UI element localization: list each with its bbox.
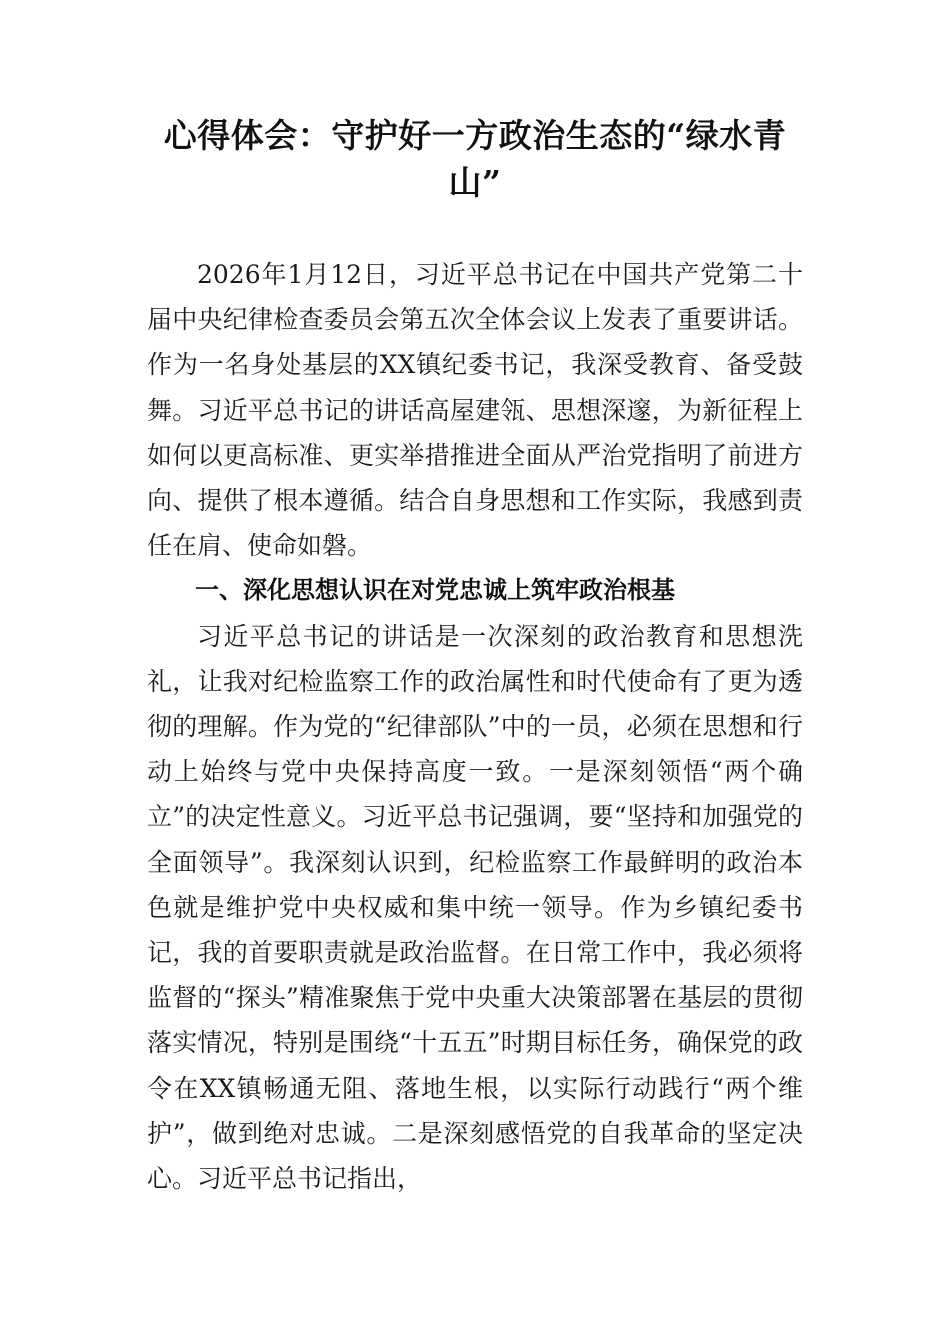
page-title: 心得体会：守护好一方政治生态的“绿水青山”: [163, 116, 787, 202]
section-paragraph: 习近平总书记的讲话是一次深刻的政治教育和思想洗礼，让我对纪检监察工作的政治属性和时代使命有了更为透彻的理解。作为党的“纪律部队”中的一员，必须在思想和行动上始终与党中央保持高度一致。一是深刻领悟“两个确立”的决定性意义。习近平总书记强调，要“坚持和加强党的全面领导”。我深刻认识到，纪检监察工作最鲜明的政治本色就是维护党中央权威和集中统一领导。作为乡镇纪委书记，我的首要职责就是政治监督。在日常工作中，我必须将监督的“探头”精准聚焦于党中央重大决策部署在基层的贯彻落实情况，特别是围绕“十五五”时期目标任务，确保党的政令在XX镇畅通无阻、落地生根，以实际行动践行“两个维护”，做到绝对忠诚。二是深刻感悟党的自我革命的坚定决心。习近平总书记指出，: [147, 621, 803, 1194]
document-body: [147, 252, 803, 1201]
intro-paragraph: 2026年1月12日，习近平总书记在中国共产党第二十届中央纪律检查委员会第五次全体会议上发表了重要讲话。作为一名身处基层的XX镇纪委书记，我深受教育、备受鼓舞。习近平总书记的讲话高屋建瓴、思想深邃，为新征程上如何以更高标准、更实举措推进全面从严治党指明了前进方向、提供了根本遵循。结合自身思想和工作实际，我感到责任在肩、使命如磐。: [147, 260, 803, 561]
section-heading: 一、深化思想认识在对党忠诚上筑牢政治根基: [195, 576, 675, 605]
